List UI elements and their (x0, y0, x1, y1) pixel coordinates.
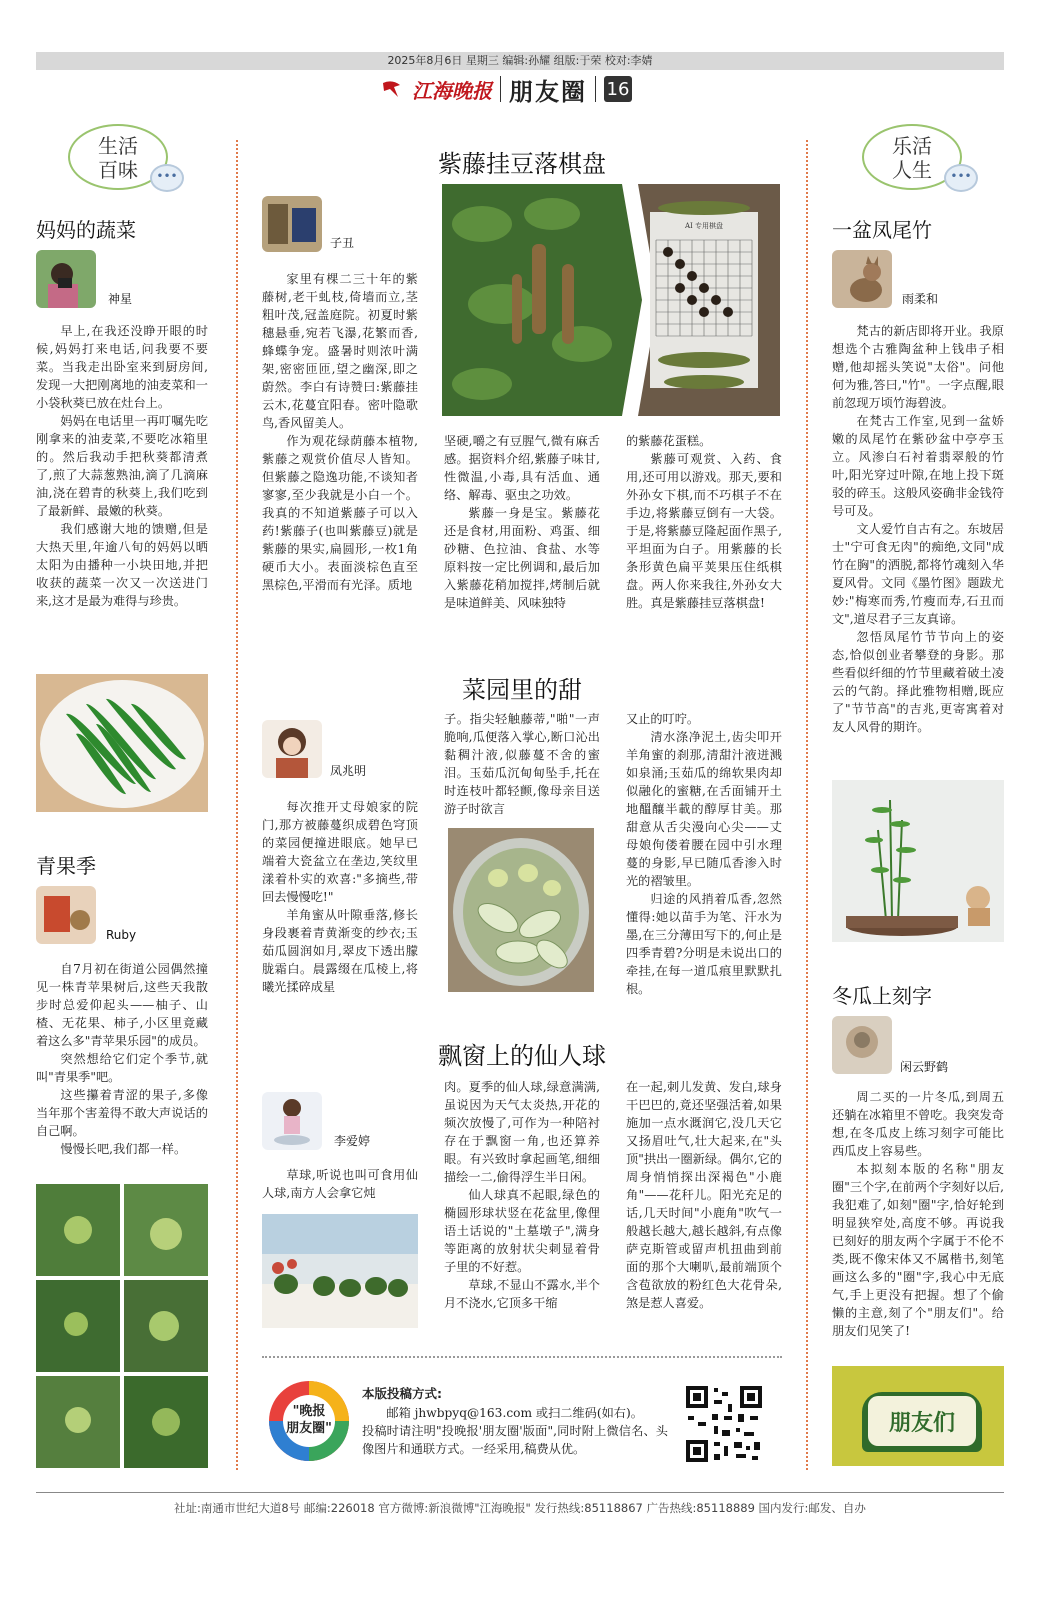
paragraph: 自7月初在街道公园偶然撞见一株青苹果树后,这些天我散步时总爱仰起头——柚子、山楂、无花果、柿子,小区里竟藏着这么多"青苹果乐园"的成员。 (36, 962, 208, 1048)
article-body-cactus-col3 (626, 1078, 782, 1312)
masthead-divider-2 (595, 76, 596, 102)
author-name-bamboo: 雨柔和 (902, 292, 939, 306)
paragraph: 作为观花绿荫藤本植物,紫藤之观赏价值尽人皆知。但紫藤之隐逸功能,不谈知者寥寥,至少我就是小白一个。我真的不知道紫藤子可以入药!紫藤子(也叫紫藤豆)就是紫藤的果实,扁圆形,一枚1角硬币大小。表面淡棕色直至黑棕色,平滑而有光泽。质地 (262, 434, 418, 592)
author-name-fruit: Ruby (106, 928, 137, 942)
submission-email[interactable]: 邮箱 jhwbpyq@163.com 或扫二维码(如右)。 (386, 1406, 643, 1420)
article-body-cactus-col2 (444, 1078, 600, 1312)
paragraph: 妈妈在电话里一再叮嘱先吃刚拿来的油麦菜,不要吃冰箱里的。然后我动手把秋葵都清煮了,煎了大蒜葱熟油,滴了几滴麻油,浇在碧青的秋葵上,我们吃到了最新鲜、最嫩的秋葵。 (36, 414, 208, 518)
submission-text (362, 1404, 668, 1458)
badge-line-2: 百味 (98, 158, 138, 182)
article-body-mom (36, 322, 208, 610)
section-name: 朋友圈 (509, 76, 587, 106)
footer-rule (36, 1492, 1004, 1493)
author-avatar-fruit (36, 886, 96, 944)
author-name-garden: 凤兆明 (330, 764, 367, 778)
submission-title: 本版投稿方式: (362, 1386, 442, 1401)
author-name-mom: 神星 (108, 292, 133, 306)
paragraph: 归途的风捎着瓜香,忽然懂得:她以苗手为笔、汗水为墨,在三分薄田写下的,何止是四季青碧?分明是未说出口的牵挂,在每一道瓜痕里默默扎根。 (626, 892, 782, 996)
logo-line: "晚报 (292, 1404, 326, 1419)
paragraph: 仙人球真不起眼,绿色的椭圆形球状竖在花盆里,像俚语土话说的"土墓墩子",满身等距离的放射状尖刺显着骨子里的不好惹。 (444, 1188, 600, 1274)
author-name-melon: 闲云野鹤 (900, 1060, 949, 1074)
paragraph: 又止的叮咛。 (626, 712, 700, 726)
brand-logo-icon (380, 77, 404, 101)
paragraph: 文人爱竹自古有之。东坡居士"宁可食无肉"的痴绝,文同"成竹在胸"的洒脱,都将竹魂刻入华夏风骨。文同《墨竹图》题跋尤妙:"梅寒而秀,竹瘦而寿,石丑而文",道尽君子三友真谛。 (832, 522, 1004, 626)
article-body-bamboo (832, 322, 1004, 736)
board-header: AI 专用棋盘 (684, 222, 724, 230)
paragraph: 在一起,刺儿发黄、发白,球身干巴巴的,竟还坚强活着,如果施加一点水溉润它,没几天它又扬眉吐气,壮大起来,在"头顶"拱出一圈新绿。偶尔,它的周身悄悄探出深褐色"小鹿角"——花秆儿。阳光充足的话,几天时间"小鹿角"吹气一般越长越大,越长越斜,有点像萨克斯管或留声机扭曲到前面的那个大喇叭,最前端顶个含苞欲放的粉红色大花骨朵,煞是惹人喜爱。 (626, 1080, 782, 1310)
paragraph: 的紫藤花蛋糕。 (626, 434, 712, 448)
qr-code-icon[interactable] (684, 1384, 764, 1464)
melon-basin-photo (448, 828, 594, 992)
submission-note: 投稿时请注明"投晚报'朋友圈'版面",同时附上微信名、头像图片和通联方式。一经采用,稿费从优。 (362, 1424, 668, 1456)
paragraph: 坚硬,嚼之有豆腥气,微有麻舌感。据资料介绍,紫藤子味甘,性微温,小毒,具有活血、通络、解毒、驱虫之功效。 (444, 434, 600, 502)
logo-line: 朋友圈" (286, 1421, 332, 1436)
paragraph: 在梵古工作室,见到一盆娇嫩的凤尾竹在紫砂盆中亭亭玉立。风渗白石衬着翡翠般的竹叶,阳光穿过叶隙,在地上投下斑驳的碎玉。这般风姿确非金钱符号可及。 (832, 414, 1004, 518)
paragraph: 肉。夏季的仙人球,绿意满满,虽说因为天气太炎热,开花的频次放慢了,可作为一种陪衬存在于飘窗一角,也还算养眼。有兴致时拿起画笔,细细描绘一二,偷得浮生半日闲。 (444, 1080, 600, 1184)
author-avatar-bamboo (832, 250, 892, 308)
chat-bubble-icon: ••• (150, 164, 184, 192)
masthead (380, 72, 680, 106)
paragraph: 清水涤净泥土,齿尖叩开羊角蜜的刹那,清甜汁液迸溅如泉涌;玉茹瓜的绵软果肉却似融化的蜜糖,在舌面铺开土地醞釀半載的醇厚甘美。那甜意从舌尖漫向心尖——丈母娘佝偻着腰在园中引水理蔓的身影,早已随瓜香渗入时光的褶皱里。 (626, 730, 782, 888)
paragraph: 突然想给它们定个季节,就叫"青果季"吧。 (36, 1052, 208, 1084)
article-title-bamboo: 一盆凤尾竹 (832, 218, 932, 242)
article-body-cactus-col1 (262, 1166, 418, 1202)
article-body-garden-col1 (262, 798, 418, 996)
column-divider-left (236, 140, 238, 1470)
article-title-mom: 妈妈的蔬菜 (36, 218, 136, 242)
article-title-garden: 菜园里的甜 (462, 676, 582, 704)
author-name-cactus: 李爱婷 (334, 1134, 371, 1148)
bamboo-pot-photo (832, 780, 1004, 942)
article-body-melon (832, 1088, 1004, 1340)
badge-line-1: 生活 (98, 134, 138, 158)
paragraph: 草球,不显山不露水,半个月不浇水,它顶多干缩 (444, 1278, 600, 1310)
header-info: 2025年8月6日 星期三 编辑:孙耀 组版:于荣 校对:李婧 (36, 52, 1004, 70)
paragraph: 忽悟凤尾竹节节向上的姿态,恰似创业者攀登的身影。那些看似纤细的竹节里藏着破土凌云的气韵。择此雅物相赠,既应了"节节高"的吉兆,更寄寓着对友人风骨的期许。 (832, 630, 1004, 734)
article-body-garden-col2 (444, 710, 600, 818)
paragraph: 这些攥着青涩的果子,多像当年那个害羞得不敢大声说话的自己啊。 (36, 1088, 208, 1138)
masthead-divider (500, 76, 501, 102)
badge-line-2: 人生 (892, 158, 932, 182)
author-avatar-cactus (262, 1092, 322, 1150)
article-title-cactus: 飘窗上的仙人球 (438, 1042, 606, 1070)
green-fruit-photo-grid (36, 1184, 208, 1468)
paragraph: 紫藤一身是宝。紫藤花还是食材,用面粉、鸡蛋、细砂糖、色拉油、食盐、水等原料按一定比例调和,最后加入紫藤花稍加搅拌,烤制后就是味道鲜美、风味独特 (444, 506, 600, 610)
paragraph: 慢慢长吧,我们都一样。 (60, 1142, 187, 1156)
author-avatar-mom (36, 250, 96, 308)
paragraph: 早上,在我还没睁开眼的时候,妈妈打来电话,问我要不要菜。当我走出卧室来到厨房间,发现一大把刚离地的油麦菜和一小袋秋葵已放在灶台上。 (36, 324, 208, 410)
article-title-fruit: 青果季 (36, 854, 96, 878)
article-title-melon: 冬瓜上刻字 (832, 984, 932, 1008)
paragraph: 紫藤可观赏、入药、食用,还可用以游戏。那天,要和外孙女下棋,而不巧棋子不在手边,将紫藤豆倒有一大袋。于是,将紫藤豆隆起面作黑子,平坦面为白子。用紫藤的长条形黄色扁平荚果压住纸棋盘。两人你来我往,外孙女大胜。真是紫藤挂豆落棋盘! (626, 452, 782, 610)
paragraph: 草球,听说也叫可食用仙人球,南方人会拿它炖 (262, 1168, 418, 1200)
article-body-fruit (36, 960, 208, 1158)
cactus-window-photo (262, 1214, 418, 1328)
article-title-wisteria: 紫藤挂豆落棋盘 (438, 150, 606, 178)
paragraph: 本拟刻本版的名称"朋友圈"三个字,在前两个字刻好以后,我犯难了,如刻"圈"字,恰好轮到明显狭窄处,高度不够。再说我已刻好的朋友两个字属于不伦不类,既不像宋体又不属楷书,刻笔画这么多的"圈"字,我心中无底气,手上更没有把握。想了个偷懒的主意,刻了个"朋友们"。给朋友们见笑了! (832, 1162, 1004, 1338)
carved-melon-photo (832, 1366, 1004, 1466)
page-number: 16 (604, 76, 632, 102)
author-avatar-garden (262, 720, 322, 778)
article-body-wisteria-col2 (444, 432, 600, 612)
footer-info: 社址:南通市世纪大道8号 邮编:226018 官方微博:新浪微博"江海晚报" 发行热线:85118867 广告热线:85118889 国内发行:邮发、自办 (174, 1501, 866, 1515)
paragraph: 羊角蜜从叶隙垂落,修长身段裹着青黄渐变的纱衣;玉茹瓜圆润如月,翠皮下透出朦胧霜白。晨露缀在瓜棱上,将曦光揉碎成星 (262, 908, 418, 994)
paragraph: 子。指尖轻触藤蒂,"啪"一声脆响,瓜便落入掌心,断口沁出黏稠汁液,似藤蔓不舍的蜜泪。玉茹瓜沉甸甸坠手,托在时连枝叶都轻颤,像母亲目送游子时欲言 (444, 712, 600, 816)
brand-name: 江海晚报 (412, 78, 492, 103)
paragraph: 周二买的一片冬瓜,到周五还躺在冰箱里不曾吃。我突发奇想,在冬瓜皮上练习刻字可能比西瓜皮上容易些。 (832, 1090, 1004, 1158)
wisteria-chessboard-photo (442, 184, 780, 416)
submission-separator (262, 1356, 782, 1358)
okra-photo (36, 674, 208, 812)
badge-line-1: 乐活 (892, 134, 932, 158)
paragraph: 我们感谢大地的馈赠,但是大热天里,年逾八旬的妈妈以晒太阳为由播种一小块田地,并把收获的蔬菜一次又一次送进门来,这才是最为难得与珍贵。 (36, 522, 208, 608)
author-name-wisteria: 子丑 (330, 236, 355, 250)
paragraph: 梵古的新店即将开业。我原想选个古雅陶盆种上钱串子相赠,他却摇头笑说"太俗"。问他何为雅,答曰,"竹"。一字点醒,眼前忽现万顷竹海碧波。 (832, 324, 1004, 410)
article-body-wisteria-col3 (626, 432, 782, 612)
paragraph: 每次推开丈母娘家的院门,那方被藤蔓织成碧色穹顶的菜园便撞进眼底。她早已端着大瓷盆立在垄边,笑纹里漾着朴实的欢喜:"多摘些,带回去慢慢吃!" (262, 800, 418, 904)
article-body-garden-col3 (626, 710, 782, 998)
chat-bubble-icon: ••• (944, 164, 978, 192)
author-avatar-melon (832, 1016, 892, 1074)
paragraph: 家里有棵二三十年的紫藤树,老干虬枝,倚墙而立,茎粗叶茂,冠盖庭院。初夏时紫穗悬垂,宛若飞瀑,花繁而香,蜂蝶争宠。盛暑时则浓叶满架,密密匝匝,望之幽深,即之蔚然。李白有诗赞曰:紫藤挂云木,花蔓宜阳春。密叶隐歌鸟,香风留美人。 (262, 272, 418, 430)
carved-text: 朋友们 (888, 1411, 955, 1436)
submission-logo-text (276, 1403, 342, 1437)
article-body-wisteria-col1 (262, 270, 418, 594)
author-avatar-wisteria (262, 196, 322, 252)
column-divider-right (806, 140, 808, 1470)
